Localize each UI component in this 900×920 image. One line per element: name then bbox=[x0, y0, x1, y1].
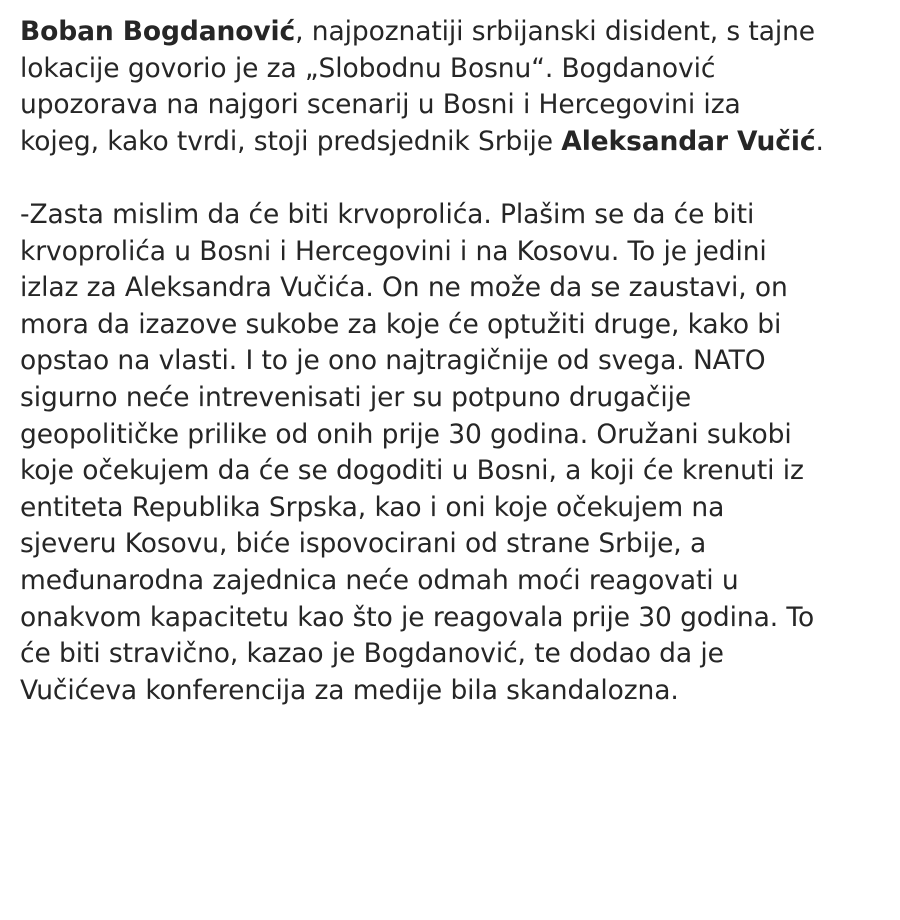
quote-line: koje očekujem da će se dogoditi u Bosni, a koji će krenuti iz bbox=[20, 455, 804, 487]
intro-line-1 bbox=[20, 14, 888, 51]
paragraph-gap bbox=[20, 160, 888, 197]
quote-line: sjeveru Kosovu, biće ispovocirani od strane Srbije, a bbox=[20, 528, 707, 560]
quote-line: krvoprolića u Bosni i Hercegovini i na Kosovu. To je jedini bbox=[20, 235, 767, 267]
intro-line-4-end: . bbox=[815, 125, 824, 157]
intro-line-4 bbox=[20, 124, 888, 161]
quote-line: opstao na vlasti. I to je ono najtragičnije od svega. NATO bbox=[20, 345, 766, 377]
quote-line: geopolitičke prilike od onih prije 30 godina. Oružani sukobi bbox=[20, 418, 792, 450]
intro-line-3: upozorava na najgori scenarij u Bosni i Hercegovini iza bbox=[20, 89, 741, 121]
article-body bbox=[20, 14, 888, 709]
quote-line: izlaz za Aleksandra Vučića. On ne može da se zaustavi, on bbox=[20, 272, 788, 304]
quote-line: entiteta Republika Srpska, kao i oni koje očekujem na bbox=[20, 491, 725, 523]
quote-line: međunarodna zajednica neće odmah moći reagovati u bbox=[20, 564, 739, 596]
intro-paragraph bbox=[20, 14, 888, 160]
intro-line-4-text: kojeg, kako tvrdi, stoji predsjednik Srbije bbox=[20, 125, 562, 157]
quote-line: onakvom kapacitetu kao što je reagovala prije 30 godina. To bbox=[20, 601, 815, 633]
quote-line: sigurno neće intrevenisati jer su potpuno drugačije bbox=[20, 381, 692, 413]
person-name-bold: Boban Bogdanović bbox=[20, 16, 296, 47]
quote-line: Vučićeva konferencija za medije bila skandalozna. bbox=[20, 674, 679, 706]
quote-paragraph bbox=[20, 197, 888, 709]
quote-line: -Zasta mislim da će biti krvoprolića. Plašim se da će biti bbox=[20, 198, 755, 230]
quote-line: mora da izazove sukobe za koje će optužiti druge, kako bi bbox=[20, 308, 782, 340]
president-name-bold: Aleksandar Vučić bbox=[561, 125, 816, 157]
quote-line: će biti stravično, kazao je Bogdanović, te dodao da je bbox=[20, 638, 724, 670]
intro-line-1-text: , najpoznatiji srbijanski disident, s tajne bbox=[295, 16, 816, 47]
intro-line-2: lokacije govorio je za „Slobodnu Bosnu“. Bogdanović bbox=[20, 52, 716, 84]
